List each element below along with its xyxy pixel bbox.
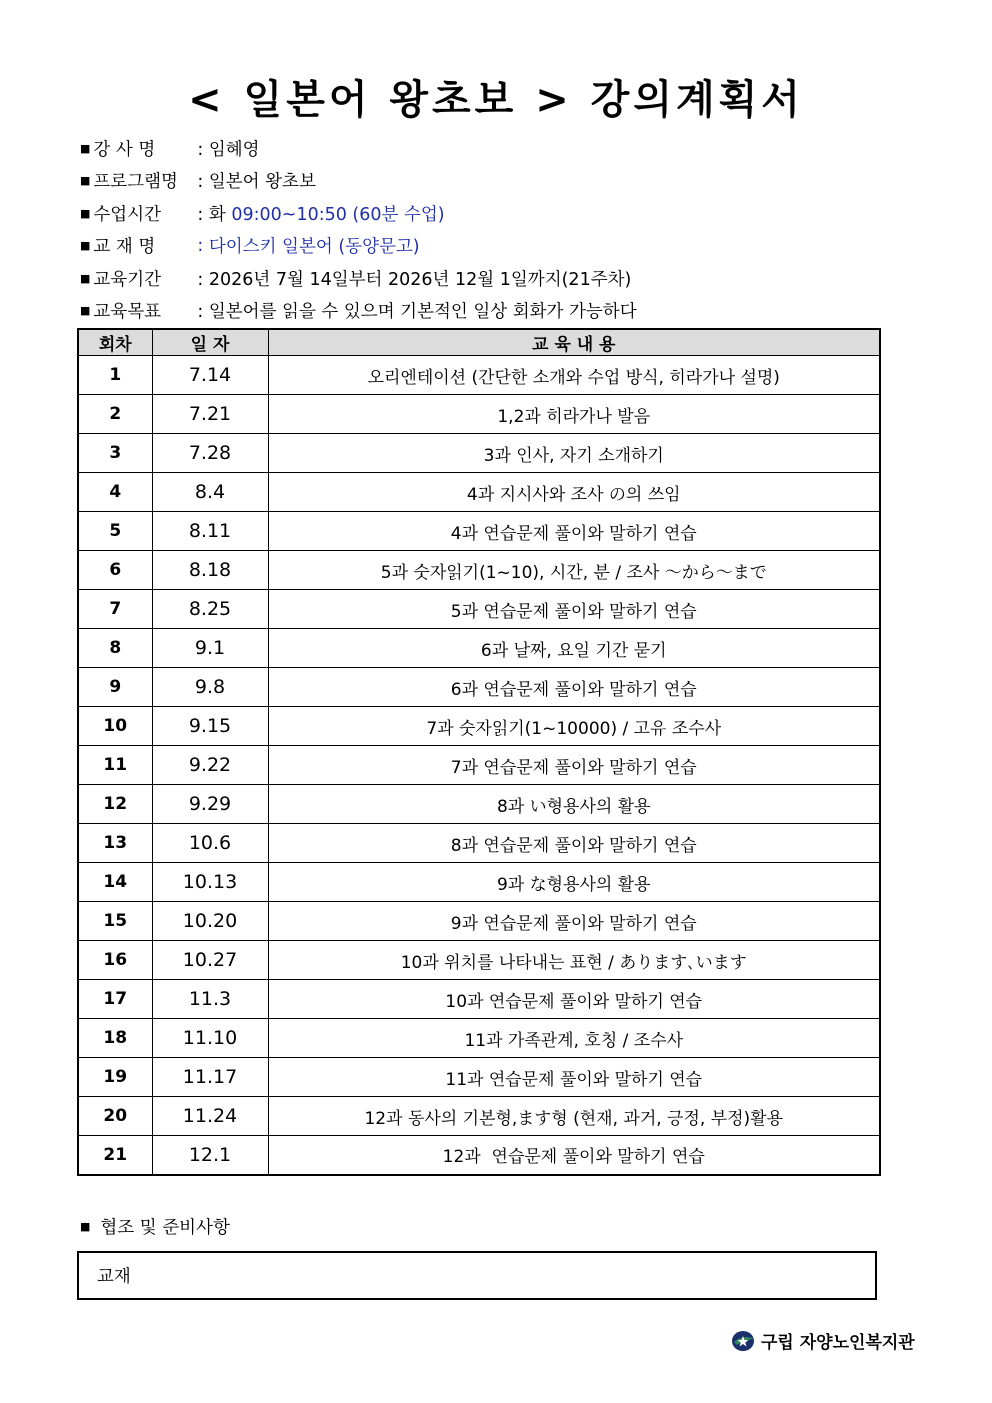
org-logo bbox=[731, 1328, 915, 1353]
date-cell: 10.20 bbox=[152, 902, 268, 941]
content-cell: 12과 연습문제 풀이와 말하기 연습 bbox=[268, 1136, 880, 1175]
header-session: 회차 bbox=[78, 329, 152, 356]
session-number-cell: 5 bbox=[78, 512, 152, 551]
content-cell: 6과 날짜, 요일 기간 묻기 bbox=[268, 629, 880, 668]
session-number-cell: 1 bbox=[78, 356, 152, 395]
table-row bbox=[78, 434, 880, 473]
document-title: < 일본어 왕초보 > 강의계획서 bbox=[188, 77, 804, 123]
table-row bbox=[78, 863, 880, 902]
content-cell: 7과 숫자읽기(1~10000) / 고유 조수사 bbox=[268, 707, 880, 746]
date-cell: 8.18 bbox=[152, 551, 268, 590]
session-number-cell: 16 bbox=[78, 941, 152, 980]
content-cell: 3과 인사, 자기 소개하기 bbox=[268, 434, 880, 473]
info-label: 교 재 명 bbox=[93, 237, 156, 258]
session-number-cell: 17 bbox=[78, 980, 152, 1019]
info-value-prefix: : bbox=[197, 235, 209, 256]
info-label: 강 사 명 bbox=[93, 139, 156, 160]
table-row bbox=[78, 1019, 880, 1058]
content-cell: 10과 위치를 나타내는 표현 / あります､います bbox=[268, 941, 880, 980]
content-cell: 8과 연습문제 풀이와 말하기 연습 bbox=[268, 824, 880, 863]
content-cell: 12과 동사의 기본형,ます형 (현재, 과거, 긍정, 부정)활용 bbox=[268, 1097, 880, 1136]
info-label: 교육기간 bbox=[93, 269, 162, 290]
session-number-cell: 2 bbox=[78, 395, 152, 434]
table-row bbox=[78, 629, 880, 668]
session-number-cell: 21 bbox=[78, 1136, 152, 1175]
session-number-cell: 18 bbox=[78, 1019, 152, 1058]
session-number-cell: 8 bbox=[78, 629, 152, 668]
table-row bbox=[78, 551, 880, 590]
cooperation-heading bbox=[80, 1214, 230, 1239]
session-number-cell: 15 bbox=[78, 902, 152, 941]
content-cell: 7과 연습문제 풀이와 말하기 연습 bbox=[268, 746, 880, 785]
date-cell: 10.6 bbox=[152, 824, 268, 863]
date-cell: 9.15 bbox=[152, 707, 268, 746]
info-time bbox=[80, 197, 637, 230]
header-content: 교 육 내 용 bbox=[268, 329, 880, 356]
session-number-cell: 12 bbox=[78, 785, 152, 824]
date-cell: 8.4 bbox=[152, 473, 268, 512]
info-program bbox=[80, 165, 637, 198]
date-cell: 10.13 bbox=[152, 863, 268, 902]
info-value-highlight: 09:00~10:50 (60분 수업) bbox=[231, 204, 445, 225]
square-bullet-icon: ■ bbox=[80, 206, 91, 220]
info-value-prefix: : 화 bbox=[197, 204, 232, 225]
date-cell: 11.10 bbox=[152, 1019, 268, 1058]
date-cell: 9.22 bbox=[152, 746, 268, 785]
content-cell: 11과 가족관계, 호칭 / 조수사 bbox=[268, 1019, 880, 1058]
table-row bbox=[78, 785, 880, 824]
table-row bbox=[78, 512, 880, 551]
cooperation-value: 교재 bbox=[97, 1267, 131, 1287]
content-cell: 9과 な형용사의 활용 bbox=[268, 863, 880, 902]
info-label: 교육목표 bbox=[93, 302, 162, 323]
date-cell: 9.1 bbox=[152, 629, 268, 668]
content-cell: 11과 연습문제 풀이와 말하기 연습 bbox=[268, 1058, 880, 1097]
lesson-plan-table bbox=[77, 328, 881, 1176]
square-bullet-icon: ■ bbox=[80, 271, 91, 285]
table-row bbox=[78, 1136, 880, 1175]
content-cell: 9과 연습문제 풀이와 말하기 연습 bbox=[268, 902, 880, 941]
info-label: 수업시간 bbox=[93, 204, 162, 225]
date-cell: 9.29 bbox=[152, 785, 268, 824]
info-label: 프로그램명 bbox=[93, 172, 178, 193]
session-number-cell: 10 bbox=[78, 707, 152, 746]
table-row bbox=[78, 746, 880, 785]
session-number-cell: 4 bbox=[78, 473, 152, 512]
table-row bbox=[78, 824, 880, 863]
date-cell: 10.27 bbox=[152, 941, 268, 980]
org-name: 구립 자양노인복지관 bbox=[761, 1333, 915, 1353]
table-header-row bbox=[78, 329, 880, 356]
session-number-cell: 19 bbox=[78, 1058, 152, 1097]
square-bullet-icon: ■ bbox=[80, 304, 91, 318]
cooperation-box bbox=[77, 1251, 877, 1300]
square-bullet-icon: ■ bbox=[80, 1220, 91, 1233]
date-cell: 8.25 bbox=[152, 590, 268, 629]
table-row bbox=[78, 902, 880, 941]
content-cell: 6과 연습문제 풀이와 말하기 연습 bbox=[268, 668, 880, 707]
content-cell: 5과 연습문제 풀이와 말하기 연습 bbox=[268, 590, 880, 629]
table-row bbox=[78, 590, 880, 629]
info-value: : 일본어를 읽을 수 있으며 기본적인 일상 회화가 가능하다 bbox=[197, 302, 637, 323]
session-number-cell: 14 bbox=[78, 863, 152, 902]
content-cell: 8과 い형용사의 활용 bbox=[268, 785, 880, 824]
table-row bbox=[78, 473, 880, 512]
date-cell: 9.8 bbox=[152, 668, 268, 707]
info-period bbox=[80, 262, 637, 295]
info-textbook bbox=[80, 230, 637, 263]
session-number-cell: 3 bbox=[78, 434, 152, 473]
date-cell: 12.1 bbox=[152, 1136, 268, 1175]
square-bullet-icon: ■ bbox=[80, 174, 91, 188]
square-bullet-icon: ■ bbox=[80, 239, 91, 253]
table-row bbox=[78, 1097, 880, 1136]
date-cell: 7.21 bbox=[152, 395, 268, 434]
content-cell: 10과 연습문제 풀이와 말하기 연습 bbox=[268, 980, 880, 1019]
table-row bbox=[78, 941, 880, 980]
org-logo-icon bbox=[731, 1330, 757, 1352]
date-cell: 8.11 bbox=[152, 512, 268, 551]
info-goal bbox=[80, 295, 637, 328]
content-cell: 1,2과 히라가나 발음 bbox=[268, 395, 880, 434]
date-cell: 7.14 bbox=[152, 356, 268, 395]
info-instructor bbox=[80, 132, 637, 165]
session-number-cell: 20 bbox=[78, 1097, 152, 1136]
info-value: : 일본어 왕초보 bbox=[197, 172, 316, 193]
session-number-cell: 11 bbox=[78, 746, 152, 785]
session-number-cell: 13 bbox=[78, 824, 152, 863]
session-number-cell: 9 bbox=[78, 668, 152, 707]
date-cell: 11.17 bbox=[152, 1058, 268, 1097]
date-cell: 11.3 bbox=[152, 980, 268, 1019]
content-cell: 4과 연습문제 풀이와 말하기 연습 bbox=[268, 512, 880, 551]
cooperation-label: 협조 및 준비사항 bbox=[100, 1218, 230, 1238]
table-row bbox=[78, 980, 880, 1019]
table-row bbox=[78, 668, 880, 707]
content-cell: 4과 지시사와 조사 の의 쓰임 bbox=[268, 473, 880, 512]
table-row bbox=[78, 1058, 880, 1097]
session-number-cell: 6 bbox=[78, 551, 152, 590]
course-info bbox=[80, 132, 637, 327]
header-date: 일 자 bbox=[152, 329, 268, 356]
info-value: : 2026년 7월 14일부터 2026년 12월 1일까지(21주차) bbox=[197, 269, 632, 290]
info-value-highlight: 다이스키 일본어 (동양문고) bbox=[208, 237, 420, 258]
table-row bbox=[78, 356, 880, 395]
content-cell: 오리엔테이션 (간단한 소개와 수업 방식, 히라가나 설명) bbox=[268, 356, 880, 395]
date-cell: 11.24 bbox=[152, 1097, 268, 1136]
date-cell: 7.28 bbox=[152, 434, 268, 473]
square-bullet-icon: ■ bbox=[80, 141, 91, 155]
table-row bbox=[78, 707, 880, 746]
content-cell: 5과 숫자읽기(1~10), 시간, 분 / 조사 ～から～まで bbox=[268, 551, 880, 590]
info-value: : 임혜영 bbox=[197, 139, 260, 160]
table-row bbox=[78, 395, 880, 434]
session-number-cell: 7 bbox=[78, 590, 152, 629]
